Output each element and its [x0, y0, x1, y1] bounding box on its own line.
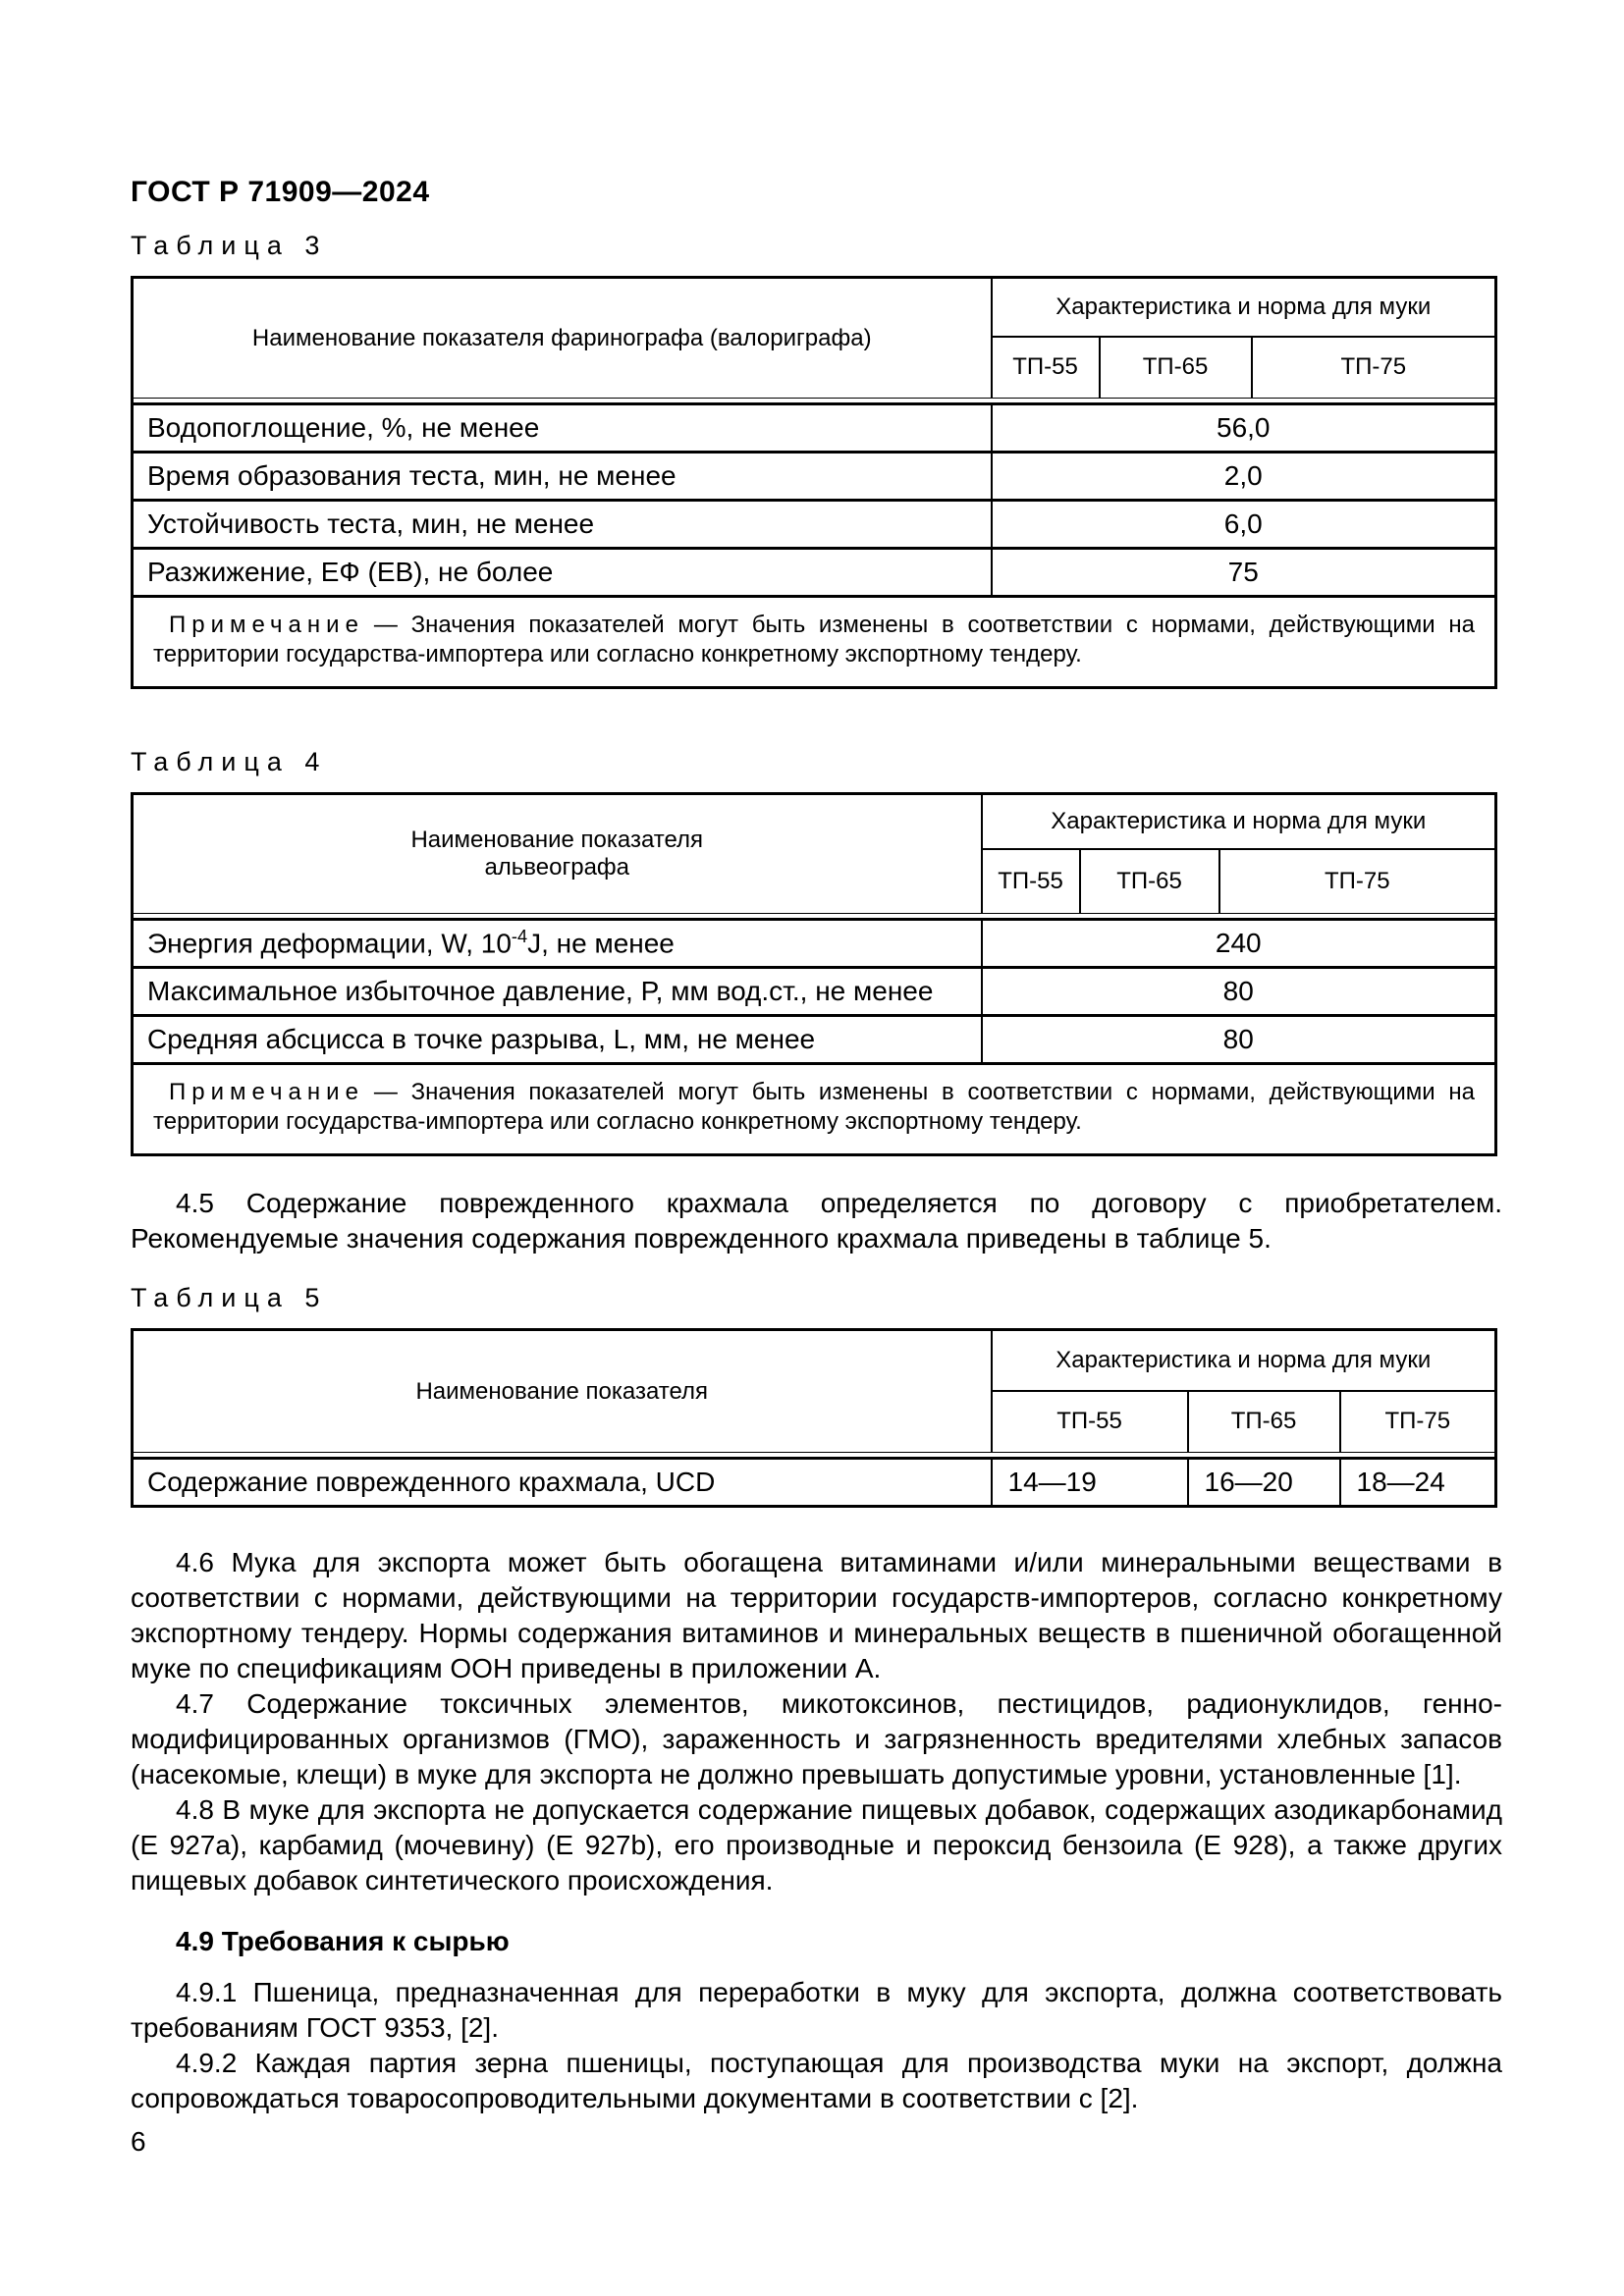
row-value-cell: 80: [982, 968, 1496, 1016]
table3-col-header-tp75: ТП-75: [1252, 337, 1496, 399]
table5-col-header-tp75: ТП-75: [1340, 1391, 1496, 1453]
table5-caption: Таблица 5: [131, 1283, 328, 1312]
row-name-cell: Максимальное избыточное давление, P, мм вод.ст., не менее: [133, 968, 982, 1016]
table4-group-header: Характеристика и норма для муки: [982, 794, 1496, 849]
row-name-text: J, не менее: [527, 928, 675, 959]
table5-stub-header: Наименование показателя: [133, 1330, 992, 1453]
table-row: [133, 1459, 1496, 1507]
table-row: [133, 501, 1496, 549]
table-3: [131, 276, 1497, 689]
table-note: [153, 1078, 1475, 1137]
row-value-cell: 2,0: [992, 453, 1496, 501]
table4-stub-header-line1: Наименование показателя: [410, 827, 704, 853]
row-value-cell-tp65: 16—20: [1188, 1459, 1340, 1507]
table3-note-row: [133, 597, 1496, 688]
row-value-cell: 56,0: [992, 404, 1496, 453]
table3-stub-header: Наименование показателя фаринографа (валориграфа): [133, 278, 992, 399]
note-label: Примечание: [169, 1079, 364, 1105]
heading-4-9: 4.9 Требования к сырью: [176, 1926, 510, 1956]
row-name-cell: Устойчивость теста, мин, не менее: [133, 501, 992, 549]
paragraph-4-8: 4.8 В муке для экспорта не допускается содержание пищевых добавок, содержащих азодикарбонамид (Е 927а), карбамид (мочевину) (Е 927b), его производные и пероксид бензоила (Е 928), а также других пищевых добавок синтетического происхождения.: [131, 1794, 1502, 1896]
table5-group-header: Характеристика и норма для муки: [992, 1330, 1496, 1391]
row-name-cell: Средняя абсцисса в точке разрыва, L, мм, не менее: [133, 1016, 982, 1064]
row-value-cell: 75: [992, 549, 1496, 597]
table4-stub-header: [133, 794, 982, 914]
table-row: [133, 920, 1496, 968]
table-row: [133, 549, 1496, 597]
row-value-cell: 80: [982, 1016, 1496, 1064]
table3-col-header-tp65: ТП-65: [1100, 337, 1252, 399]
row-value-cell-tp75: 18—24: [1340, 1459, 1496, 1507]
paragraph-4-5: 4.5 Содержание поврежденного крахмала определяется по договору с приобретателем. Рекомендуемые значения содержания поврежденного крахмала приведены в таблице 5.: [131, 1188, 1502, 1254]
table-note-cell: [133, 597, 1496, 688]
table4-stub-header-line2: альвеографа: [484, 854, 630, 881]
table5-col-header-tp55: ТП-55: [992, 1391, 1188, 1453]
paragraph-4-9-1: 4.9.1 Пшеница, предназначенная для переработки в муку для экспорта, должна соответствовать требованиям ГОСТ 9353, [2].: [131, 1977, 1502, 2043]
row-name-cell: Водопоглощение, %, не менее: [133, 404, 992, 453]
table3-header-row: [133, 278, 1496, 337]
table-row: [133, 404, 1496, 453]
row-name-cell: Содержание поврежденного крахмала, UCD: [133, 1459, 992, 1507]
table4-col-header-tp65: ТП-65: [1080, 849, 1219, 914]
table-row: [133, 1016, 1496, 1064]
note-text: — Значения показателей могут быть изменены в соответствии с нормами, действующими на территории государства-импортера или согласно конкретному экспортному тендеру.: [153, 612, 1475, 667]
table4-header-row: [133, 794, 1496, 849]
table-row: [133, 453, 1496, 501]
table-row: [133, 968, 1496, 1016]
table-4: [131, 792, 1497, 1156]
row-value-cell: 6,0: [992, 501, 1496, 549]
paragraph-4-7: 4.7 Содержание токсичных элементов, микотоксинов, пестицидов, радионуклидов, генно-модифицированных организмов (ГМО), зараженность и загрязненность вредителями хлебных запасов (насекомые, клещи) в муке для экспорта не должно превышать допустимые уровни, установленные [1].: [131, 1688, 1502, 1789]
note-text: — Значения показателей могут быть изменены в соответствии с нормами, действующими на территории государства-импортера или согласно конкретному экспортному тендеру.: [153, 1079, 1475, 1135]
table3-caption: Таблица 3: [131, 231, 328, 260]
table5-col-header-tp65: ТП-65: [1188, 1391, 1340, 1453]
row-value-cell: 240: [982, 920, 1496, 968]
row-name-text: Энергия деформации, W, 10: [147, 928, 512, 959]
paragraph-4-9-2: 4.9.2 Каждая партия зерна пшеницы, поступающая для производства муки на экспорт, должна сопровождаться товаросопроводительными документами в соответствии с [2].: [131, 2048, 1502, 2113]
table4-caption: Таблица 4: [131, 747, 328, 776]
row-name-cell: [133, 920, 982, 968]
row-value-cell-tp55: 14—19: [1007, 1467, 1097, 1497]
superscript: -4: [511, 927, 528, 947]
page-number: 6: [131, 2126, 146, 2157]
document-title: ГОСТ Р 71909—2024: [131, 176, 430, 208]
table4-col-header-tp75: ТП-75: [1219, 849, 1496, 914]
table-note-cell: [133, 1064, 1496, 1155]
table4-note-row: [133, 1064, 1496, 1155]
row-name-cell: Время образования теста, мин, не менее: [133, 453, 992, 501]
note-label: Примечание: [169, 612, 364, 638]
row-name-cell: Разжижение, ЕФ (ЕВ), не более: [133, 549, 992, 597]
paragraph-4-6: 4.6 Мука для экспорта может быть обогащена витаминами и/или минеральными веществами в соответствии с нормами, действующими на территории государств-импортеров, согласно конкретному экспортному тендеру. Нормы содержания витаминов и минеральных веществ в пшеничной обогащенной муке по спецификациям ООН приведены в приложении А.: [131, 1547, 1502, 1683]
table3-col-header-tp55: ТП-55: [992, 337, 1100, 399]
table5-header-row: [133, 1330, 1496, 1391]
table4-col-header-tp55: ТП-55: [982, 849, 1080, 914]
table3-group-header: Характеристика и норма для муки: [992, 278, 1496, 337]
table-note: [153, 611, 1475, 669]
table-5: [131, 1328, 1497, 1508]
